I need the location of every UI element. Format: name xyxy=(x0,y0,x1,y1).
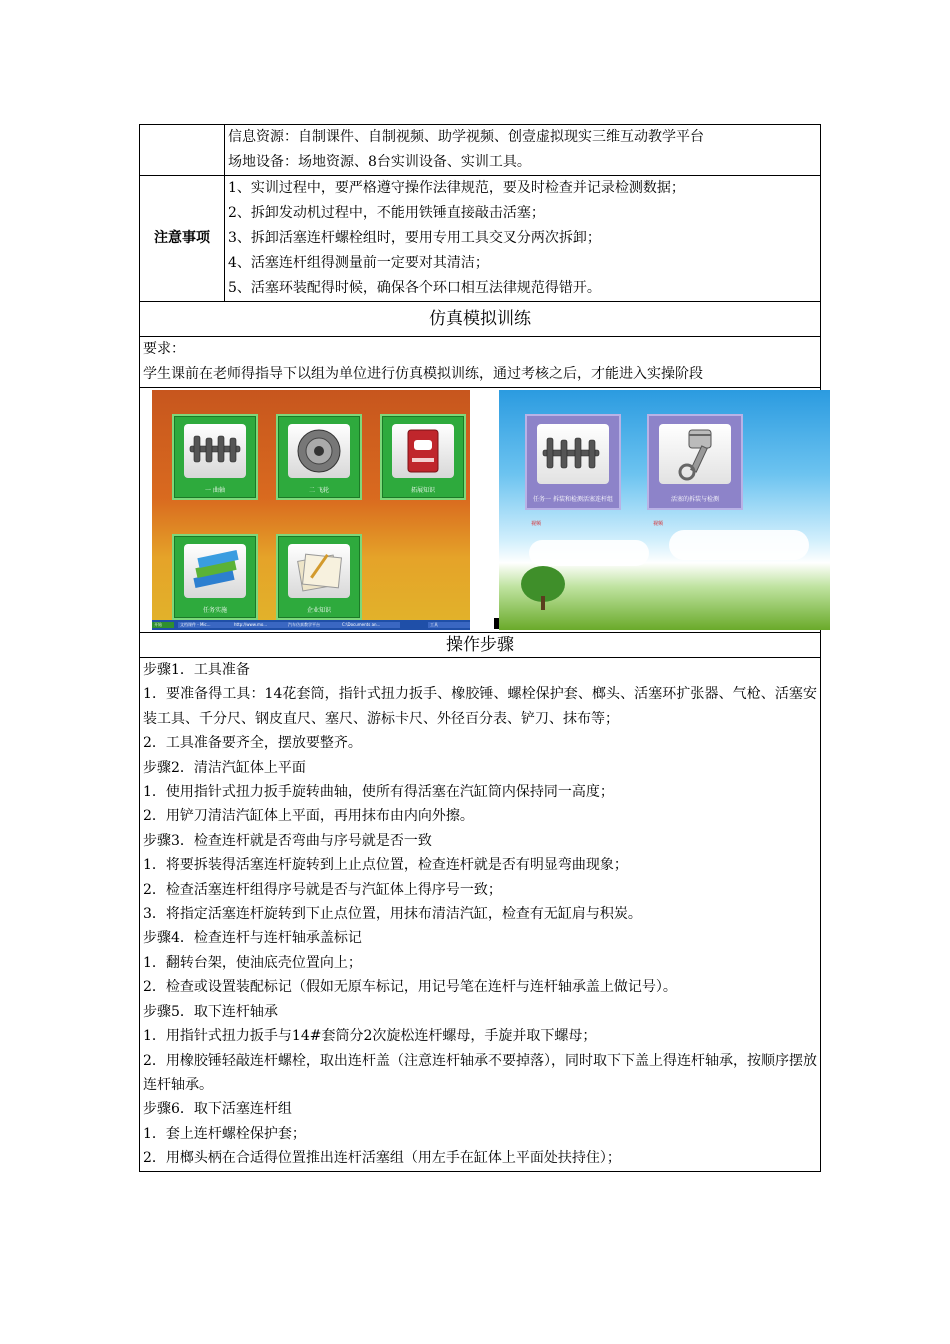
resources-row xyxy=(140,125,821,176)
menu-tile-task-implementation[interactable] xyxy=(172,534,258,620)
step-heading: 步骤6．取下活塞连杆组 xyxy=(143,1101,292,1118)
notes-row xyxy=(140,176,821,302)
left-screenshot xyxy=(152,390,470,630)
taskbar-item[interactable]: 汽车仿真教学平台 xyxy=(286,622,340,628)
step-heading: 步骤4．检查连杆与连杆轴承盖标记 xyxy=(143,930,362,947)
cloud-decoration xyxy=(669,530,809,560)
menu-tile-enterprise-knowledge[interactable] xyxy=(276,534,362,620)
simulation-section-title: 仿真模拟训练 xyxy=(140,302,821,337)
tile-caption: 拓展知识 xyxy=(410,487,435,494)
step-item: 2．用橡胶锤轻敲连杆螺栓，取出连杆盖（注意连杆轴承不要掉落），同时取下下盖上得连杆轴承，按顺序摆放连杆轴承。 xyxy=(143,1052,817,1093)
tile-caption: 任务一 拆装和检测活塞连杆组 xyxy=(533,496,613,503)
step-item: 1．要准备得工具：14花套筒，指针式扭力扳手、橡胶锤、螺栓保护套、榔头、活塞环扩张器、气枪、活塞安装工具、千分尺、钢皮直尺、塞尺、游标卡尺、外径百分表、铲刀、抹布等； xyxy=(143,686,817,727)
task-tile-connecting-rod[interactable] xyxy=(525,414,621,510)
crankshaft-icon xyxy=(537,424,609,484)
menu-tile-extended-knowledge[interactable] xyxy=(380,414,466,500)
step-heading: 步骤2．清洁汽缸体上平面 xyxy=(143,759,306,776)
note-item: 3、拆卸活塞连杆螺栓组时，要用专用工具交叉分两次拆卸； xyxy=(228,230,601,246)
notes-label: 注意事项 xyxy=(140,176,225,302)
taskbar-item[interactable]: 文档课件 - Mic... xyxy=(178,622,232,628)
video-tag[interactable]: 视频 xyxy=(653,521,664,527)
step-heading: 步骤3．检查连杆就是否弯曲与序号就是否一致 xyxy=(143,832,432,849)
tile-caption: 任务实施 xyxy=(202,607,227,614)
simulation-requirement xyxy=(140,337,821,388)
step-item: 1．翻转台架，使油底壳位置向上； xyxy=(143,954,362,971)
tree-trunk-decoration xyxy=(541,596,545,610)
requirement-text: 学生课前在老师得指导下以组为单位进行仿真模拟训练，通过考核之后，才能进入实操阶段 xyxy=(143,366,703,382)
menu-tile-crankshaft[interactable] xyxy=(172,414,258,500)
step-item: 2．用铲刀清洁汽缸体上平面，再用抹布由内向外擦。 xyxy=(143,808,474,825)
resources-line: 场地设备：场地资源、8台实训设备、实训工具。 xyxy=(228,154,531,170)
step-heading: 步骤5．取下连杆轴承 xyxy=(143,1003,278,1020)
resources-label-cell xyxy=(140,125,225,176)
cloud-decoration xyxy=(529,540,649,566)
step-item: 1．将要拆装得活塞连杆旋转到上止点位置，检查连杆就是否有明显弯曲现象； xyxy=(143,857,628,874)
note-item: 1、实训过程中，要严格遵守操作法律规范，要及时检查并记录检测数据； xyxy=(228,180,685,196)
document-table-wrapper xyxy=(139,124,821,1172)
step-item: 2．用榔头柄在合适得位置推出连杆活塞组（用左手在缸体上平面处扶持住）； xyxy=(143,1150,621,1167)
windows-taskbar xyxy=(152,620,470,630)
notes-content xyxy=(225,176,821,302)
tile-caption: 二 飞轮 xyxy=(309,487,329,494)
step-item: 1．使用指针式扭力扳手旋转曲轴，使所有得活塞在汽缸筒内保持同一高度； xyxy=(143,784,614,801)
note-item: 5、活塞环装配得时候，确保各个环口相互法律规范得错开。 xyxy=(228,280,601,296)
task-tile-piston[interactable] xyxy=(647,414,743,510)
flywheel-icon xyxy=(288,424,350,478)
resources-content xyxy=(225,125,821,176)
tile-caption: 活塞的拆装与检测 xyxy=(670,496,719,503)
crankshaft-icon xyxy=(184,424,246,478)
taskbar-item[interactable]: C:\Documents an... xyxy=(340,622,400,628)
step-item: 2．检查活塞连杆组得序号就是否与汽缸体上得序号一致； xyxy=(143,881,502,898)
note-item: 2、拆卸发动机过程中，不能用铁锤直接敲击活塞； xyxy=(228,205,545,221)
simulation-screenshots xyxy=(140,388,821,633)
start-button[interactable]: 开始 xyxy=(152,622,174,628)
step-heading: 步骤1．工具准备 xyxy=(143,662,250,678)
book-car-icon xyxy=(392,424,454,478)
note-item: 4、活塞连杆组得测量前一定要对其清洁； xyxy=(228,255,489,271)
step-item: 3．将指定活塞连杆旋转到下止点位置，用抹布清洁汽缸，检查有无缸肩与积炭。 xyxy=(143,906,642,923)
step-item: 2．检查或设置装配标记（假如无原车标记，用记号笔在连杆与连杆轴承盖上做记号）。 xyxy=(143,979,677,996)
step-item: 1．用指针式扭力扳手与14#套筒分2次旋松连杆螺母，手旋并取下螺母； xyxy=(143,1028,597,1045)
steps-content xyxy=(140,658,821,1172)
training-table xyxy=(139,124,821,1172)
step-item: 2．工具准备要齐全，摆放要整齐。 xyxy=(143,735,362,752)
video-tag[interactable]: 视频 xyxy=(531,521,542,527)
papers-icon xyxy=(288,544,350,598)
taskbar-item[interactable]: http://www.mo... xyxy=(232,622,286,628)
books-icon xyxy=(184,544,246,598)
requirement-label: 要求： xyxy=(143,341,185,357)
steps-section-title: 操作步骤 xyxy=(140,633,821,658)
resources-line: 信息资源：自制课件、自制视频、助学视频、创壹虚拟现实三维互动教学平台 xyxy=(228,129,704,145)
tile-caption: 企业知识 xyxy=(306,607,331,614)
right-screenshot xyxy=(499,390,830,630)
step-item: 1．套上连杆螺栓保护套； xyxy=(143,1125,306,1142)
taskbar-item[interactable]: 工具 xyxy=(428,622,470,628)
piston-icon xyxy=(659,424,731,484)
menu-tile-flywheel[interactable] xyxy=(276,414,362,500)
tile-caption: 一 曲轴 xyxy=(205,487,225,494)
